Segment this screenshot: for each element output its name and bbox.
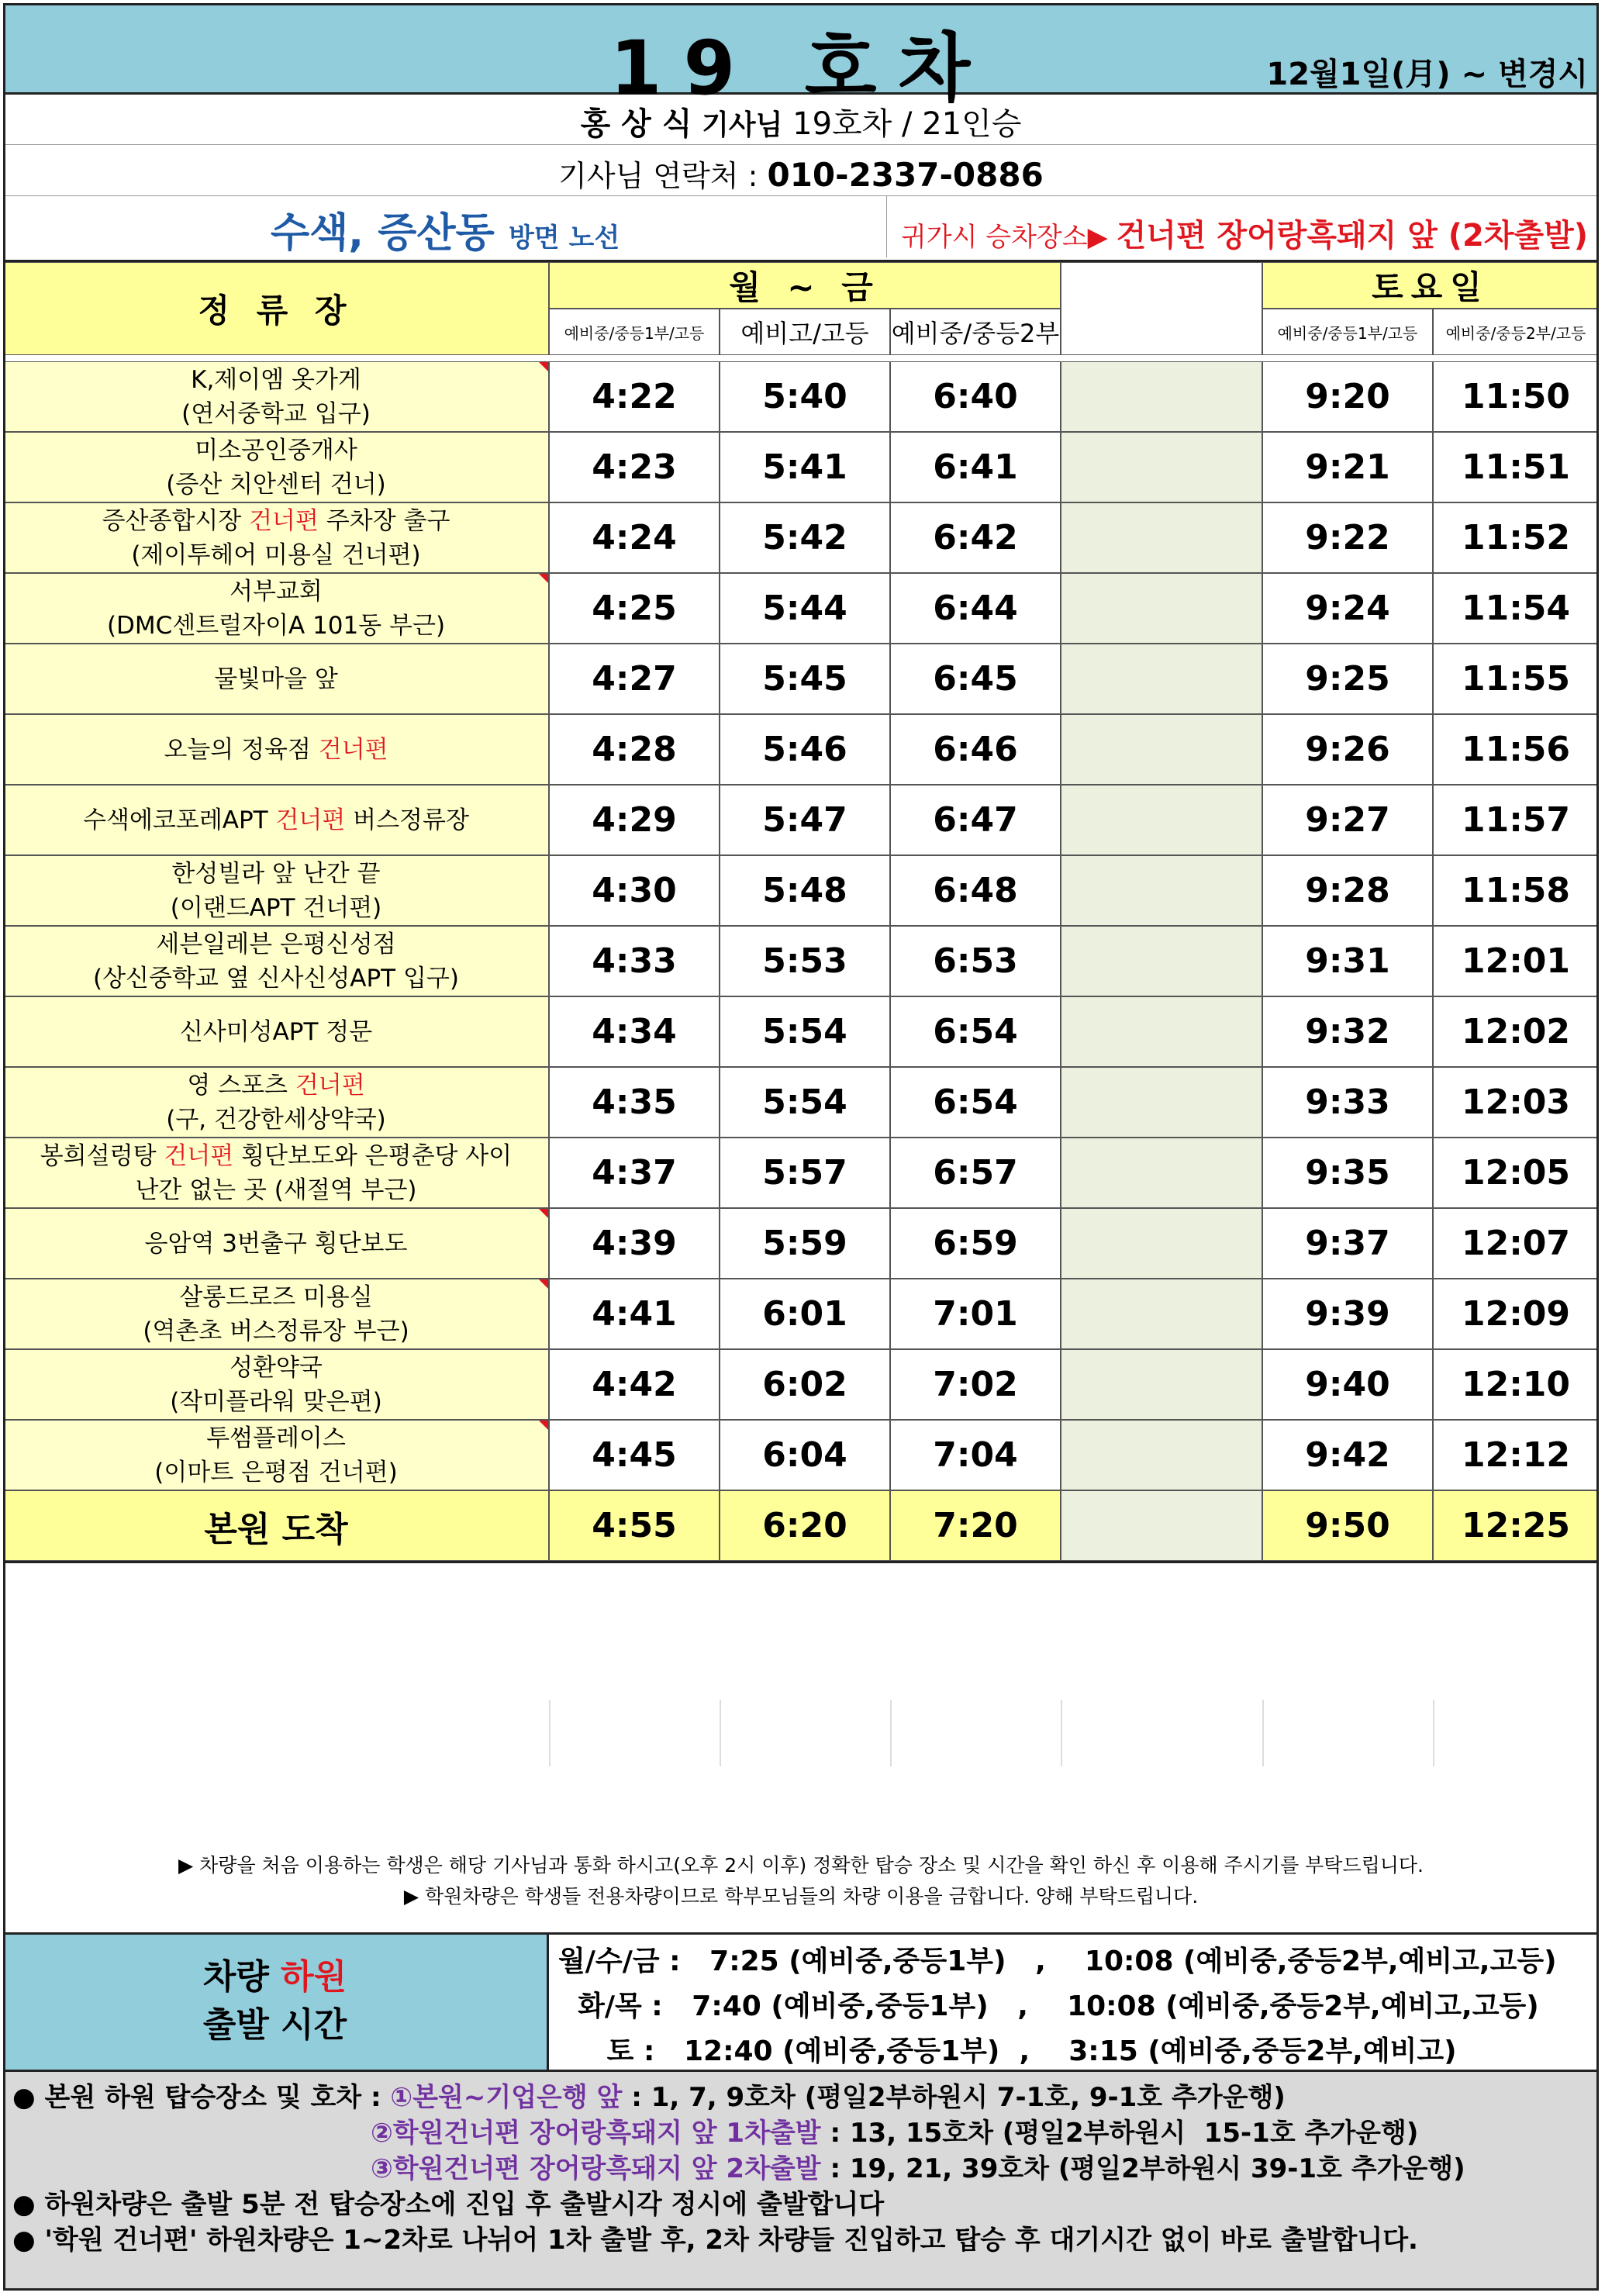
time-value: 9:33 (1305, 1082, 1390, 1122)
stop-line-2: 난간 없는 곳 (새절역 부근) (135, 1176, 417, 1204)
time-value: 5:54 (762, 1082, 847, 1122)
pickup-line-1: ● 본원 하원 탑승장소 및 호차 : ①본원~기업은행 앞 : 1, 7, 9호차 (평일2부하원시 7-1호, 9-1호 추가운행) (12, 2082, 1286, 2113)
time-value: 9:25 (1305, 659, 1390, 699)
time-value: 6:42 (933, 518, 1018, 558)
driver-name: 홍 상 식 (580, 106, 692, 142)
time-value: 7:02 (933, 1365, 1018, 1404)
time-value: 11:52 (1461, 518, 1571, 558)
time-value: 5:59 (762, 1224, 847, 1263)
stop-line-2: (이랜드APT 건너편) (170, 893, 382, 922)
time-value: 9:28 (1305, 871, 1390, 910)
time-value: 4:34 (592, 1012, 677, 1051)
stop-line-1: 살롱드로즈 미용실 (179, 1283, 373, 1311)
arrival-time: 6:20 (762, 1506, 847, 1545)
time-value: 9:35 (1305, 1153, 1390, 1193)
time-value: 5:54 (762, 1012, 847, 1051)
time-value: 5:46 (762, 730, 847, 769)
time-value: 11:56 (1461, 730, 1571, 769)
time-value: 11:54 (1461, 589, 1571, 628)
time-value: 4:41 (592, 1294, 677, 1334)
time-value: 9:24 (1305, 589, 1390, 628)
time-value: 4:30 (592, 871, 677, 910)
stop-line-1-highlight: 건너편 (318, 735, 388, 764)
time-value: 6:57 (933, 1153, 1018, 1193)
pickup-line-2: ②학원건너편 장어랑흑돼지 앞 1차출발 : 13, 15호차 (평일2부하원시 15-1호 추가운행) (371, 2118, 1419, 2149)
stop-line-1: 세븐일레븐 은평신성점 (156, 930, 396, 958)
time-value: 4:42 (592, 1365, 677, 1404)
time-value: 12:05 (1461, 1153, 1571, 1193)
departure-row-tt: 화/목 : 7:40 (예비중,중등1부) , 10:08 (예비중,중등2부,예비고,고등) (558, 1990, 1539, 2022)
stop-line-1: 서부교회 (230, 577, 323, 606)
time-value: 6:54 (933, 1012, 1018, 1051)
arrival-time: 7:20 (933, 1506, 1018, 1545)
stop-line-1b: 횡단보도와 은평춘당 사이 (233, 1141, 513, 1170)
time-value: 6:40 (933, 377, 1018, 416)
contact-label: 기사님 연락처 : (558, 159, 758, 193)
time-value: 9:37 (1305, 1224, 1390, 1263)
time-value: 9:22 (1305, 518, 1390, 558)
stop-line-1a: 수색에코포레APT (83, 806, 276, 834)
time-value: 4:24 (592, 518, 677, 558)
time-value: 12:01 (1461, 941, 1571, 981)
time-value: 6:46 (933, 730, 1018, 769)
time-value: 9:40 (1305, 1365, 1390, 1404)
time-value: 11:57 (1461, 800, 1571, 840)
time-value: 12:02 (1461, 1012, 1571, 1051)
time-value: 4:23 (592, 447, 677, 487)
stop-line-2: (이마트 은평점 건너편) (154, 1458, 398, 1486)
stop-line-1: K,제이엠 옷가게 (191, 365, 361, 394)
stop-line-2: (제이투헤어 미용실 건너편) (131, 540, 421, 569)
pickup-line-5: ● '학원 건너편' 하원차량은 1~2차로 나뉘어 1차 출발 후, 2차 차량들 진입하고 탑승 후 대기시간 없이 바로 출발합니다. (12, 2225, 1418, 2256)
stop-line-1: 미소공인중개사 (195, 436, 357, 464)
stop-line-2: (DMC센트럴자이A 101동 부근) (106, 611, 446, 640)
stop-line-1: 물빛마을 앞 (214, 665, 338, 693)
time-value: 6:47 (933, 800, 1018, 840)
time-value: 12:07 (1461, 1224, 1571, 1263)
arrival-label: 본원 도착 (204, 1509, 348, 1549)
time-value: 4:27 (592, 659, 677, 699)
stop-line-1: 한성빌라 앞 난간 끝 (171, 859, 381, 888)
time-value: 6:02 (762, 1365, 847, 1404)
stop-line-1-highlight: 건너편 (295, 1071, 365, 1100)
time-value: 11:55 (1461, 659, 1571, 699)
time-value: 12:10 (1461, 1365, 1571, 1404)
column-header-label: 예비중/중등2부 (891, 319, 1060, 348)
pickup-line-4: ● 하원차량은 출발 5분 전 탑승장소에 진입 후 출발시각 정시에 출발합니다 (12, 2189, 885, 2220)
saturday-header-label: 토요일 (1372, 268, 1489, 306)
time-value: 11:58 (1461, 871, 1571, 910)
time-value: 11:50 (1461, 377, 1571, 416)
stop-line-1a: 영 스포츠 (187, 1071, 295, 1100)
time-value: 4:39 (592, 1224, 677, 1263)
driver-title: 기사님 (702, 109, 783, 141)
route-suffix: 방면 노선 (508, 223, 620, 254)
column-header-label: 예비고/고등 (740, 319, 869, 348)
time-value: 11:51 (1461, 447, 1571, 487)
stop-line-1b: 버스정류장 (345, 806, 469, 834)
return-place: 건너편 장어랑흑돼지 앞 (2차출발) (1116, 218, 1589, 254)
stop-line-2: (연서중학교 입구) (181, 399, 371, 428)
time-value: 12:12 (1461, 1435, 1571, 1475)
time-value: 7:04 (933, 1435, 1018, 1475)
time-value: 6:45 (933, 659, 1018, 699)
time-value: 6:44 (933, 589, 1018, 628)
column-header-label: 예비중/중등2부/고등 (1445, 323, 1586, 343)
time-value: 6:54 (933, 1082, 1018, 1122)
time-value: 5:57 (762, 1153, 847, 1193)
stop-line-1a: 봉희설렁탕 (40, 1141, 164, 1170)
contact-number[interactable]: 010-2337-0886 (767, 156, 1044, 194)
route-area: 수색, 증산동 (270, 210, 495, 257)
note-first-use: ▶ 차량을 처음 이용하는 학생은 해당 기사님과 통화 하시고(오후 2시 이후) 정확한 탑승 장소 및 시간을 확인 하신 후 이용해 주시기를 부탁드립니다. (178, 1854, 1424, 1877)
page-title: 19 호차 (609, 25, 992, 112)
time-value: 9:27 (1305, 800, 1390, 840)
time-value: 6:01 (762, 1294, 847, 1334)
time-value: 4:28 (592, 730, 677, 769)
time-value: 5:44 (762, 589, 847, 628)
stop-line-1: 투썸플레이스 (206, 1424, 346, 1452)
stop-line-1b: 주차장 출구 (318, 506, 450, 535)
stop-line-2: (작미플라워 맞은편) (170, 1387, 382, 1416)
stop-line-2: (상신중학교 옆 신사신성APT 입구) (93, 964, 459, 993)
time-value: 6:04 (762, 1435, 847, 1475)
arrival-time: 9:50 (1305, 1506, 1390, 1545)
time-value: 9:42 (1305, 1435, 1390, 1475)
weekday-header-label: 월 ~ 금 (729, 268, 881, 306)
time-value: 4:35 (592, 1082, 677, 1122)
time-value: 12:03 (1461, 1082, 1571, 1122)
time-value: 4:25 (592, 589, 677, 628)
time-value: 6:41 (933, 447, 1018, 487)
bus-info: 19호차 / 21인승 (792, 106, 1022, 142)
stop-line-1: 성환약국 (230, 1353, 323, 1382)
time-value: 5:40 (762, 377, 847, 416)
time-value: 5:41 (762, 447, 847, 487)
time-value: 5:48 (762, 871, 847, 910)
stop-line-2: (증산 치안센터 건너) (166, 470, 386, 499)
stop-line-2: (역촌초 버스정류장 부근) (143, 1317, 409, 1345)
time-value: 6:48 (933, 871, 1018, 910)
time-value: 9:26 (1305, 730, 1390, 769)
arrival-time: 12:25 (1461, 1506, 1571, 1545)
stop-line-1-highlight: 건너편 (164, 1141, 234, 1170)
departure-row-mwf: 월/수/금 : 7:25 (예비중,중등1부) , 10:08 (예비중,중등2부,예비고,고등) (558, 1946, 1557, 1977)
time-value: 12:09 (1461, 1294, 1571, 1334)
time-value: 4:22 (592, 377, 677, 416)
note-parents: ▶ 학원차량은 학생들 전용차량이므로 학부모님들의 차량 이용을 금합니다. 양해 부탁드립니다. (403, 1885, 1199, 1908)
stop-line-2: (구, 건강한세상약국) (166, 1105, 386, 1134)
pickup-line-3: ③학원건너편 장어랑흑돼지 앞 2차출발 : 19, 21, 39호차 (평일2부하원시 39-1호 추가운행) (371, 2153, 1465, 2184)
effective-date: 12월1일(月) ~ 변경시 (1266, 57, 1588, 92)
time-value: 9:39 (1305, 1294, 1390, 1334)
stop-line-1-highlight: 건너편 (275, 806, 346, 834)
time-value: 9:21 (1305, 447, 1390, 487)
column-header-label: 예비중/중등1부/고등 (1277, 323, 1418, 343)
time-value: 7:01 (933, 1294, 1018, 1334)
time-value: 9:32 (1305, 1012, 1390, 1051)
stop-line-1a: 증산종합시장 (102, 506, 250, 535)
time-value: 4:29 (592, 800, 677, 840)
time-value: 4:33 (592, 941, 677, 981)
stop-line-1: 응암역 3번출구 횡단보도 (144, 1229, 408, 1258)
time-value: 6:59 (933, 1224, 1018, 1263)
stop-line-1: 신사미성APT 정문 (179, 1017, 373, 1046)
departure-label: 차량 하원 출발 시간 (3, 1935, 549, 2070)
time-value: 9:31 (1305, 941, 1390, 981)
arrival-time: 4:55 (592, 1506, 677, 1545)
time-value: 4:37 (592, 1153, 677, 1193)
time-value: 5:47 (762, 800, 847, 840)
time-value: 5:45 (762, 659, 847, 699)
time-value: 6:53 (933, 941, 1018, 981)
time-value: 4:45 (592, 1435, 677, 1475)
time-value: 5:42 (762, 518, 847, 558)
stop-header-label: 정 류 장 (198, 292, 354, 330)
column-header-label: 예비중/중등1부/고등 (564, 323, 705, 343)
departure-row-sat: 토 : 12:40 (예비중,중등1부) , 3:15 (예비중,중등2부,예비고) (558, 2035, 1457, 2067)
stop-line-1-highlight: 건너편 (249, 506, 319, 535)
time-value: 9:20 (1305, 377, 1390, 416)
stop-line-1a: 오늘의 정육점 (164, 735, 319, 764)
time-value: 5:53 (762, 941, 847, 981)
return-label: 귀가시 승차장소▶ (900, 222, 1108, 253)
